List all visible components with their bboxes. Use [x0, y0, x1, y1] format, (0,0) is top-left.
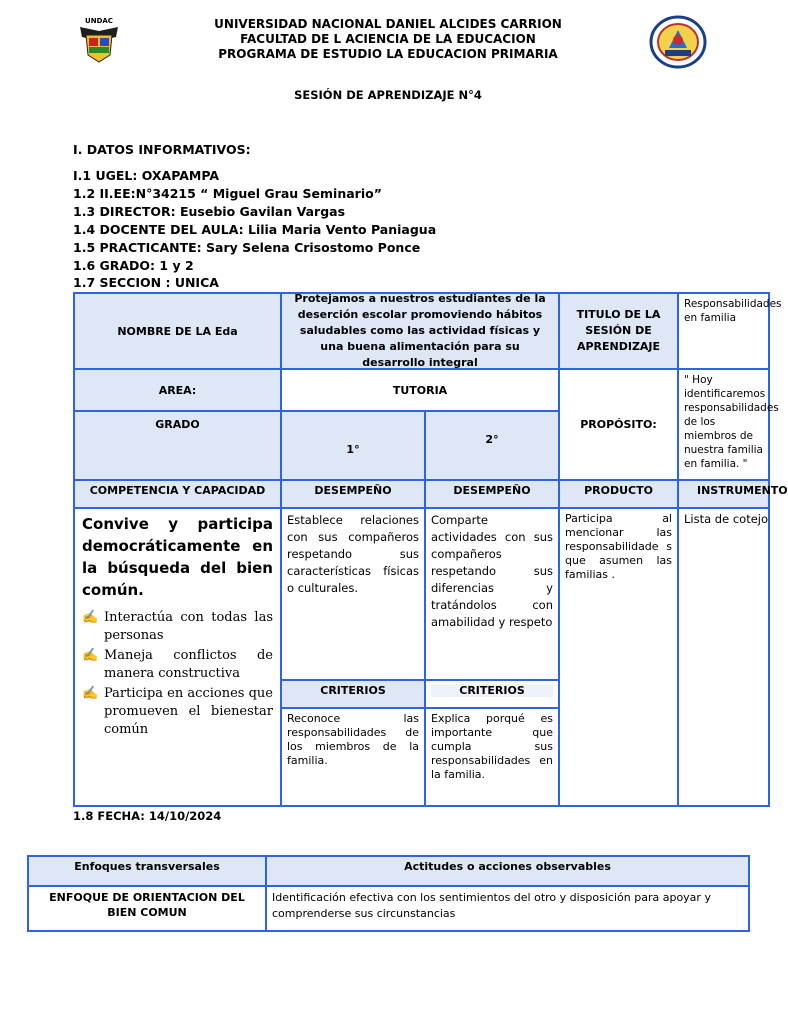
capacidad-item: ✍ Participa en acciones que promueven el bienestar común	[82, 686, 273, 737]
criterios-2-label: CRITERIOS	[431, 684, 553, 697]
logo-left-text: UNDAC	[85, 17, 113, 25]
producto-text: Participa al mencionar las responsabilidade s que asumen las familias .	[558, 507, 679, 807]
competencia-label: COMPETENCIA Y CAPACIDAD	[73, 479, 282, 509]
instrumento-label: INSTRUMENTO	[677, 479, 770, 509]
actitudes-header: Actitudes o acciones observables	[265, 855, 750, 887]
faculty-name: FACULTAD DE L ACIENCIA DE LA EDUCACION	[240, 32, 536, 46]
fecha: 1.8 FECHA: 14/10/2024	[73, 809, 222, 823]
nombre-eda-label: NOMBRE DE LA Eda	[73, 292, 282, 370]
producto-label: PRODUCTO	[558, 479, 679, 509]
enfoques-header: Enfoques transversales	[27, 855, 267, 887]
capacidad-item: ✍ Maneja conflictos de manera constructiva	[82, 648, 273, 681]
grado-1: 1°	[280, 410, 426, 481]
datos-item-seccion: 1.7 SECCION : UNICA	[73, 275, 219, 290]
instrumento-text: Lista de cotejo	[677, 507, 770, 807]
datos-item-ugel: I.1 UGEL: OXAPAMPA	[73, 168, 220, 183]
session-title: SESIÓN DE APRENDIZAJE N°4	[294, 88, 482, 102]
desempeno-1-text: Establece relaciones con sus compañeros respetando sus características físicas o culturales.	[280, 507, 426, 681]
datos-item-docente: 1.4 DOCENTE DEL AULA: Lilia Maria Vento Paniagua	[73, 222, 437, 237]
competencia-text: Convive y participa democráticamente en la búsqueda del bien común.	[82, 515, 273, 599]
area-label: AREA:	[73, 368, 282, 412]
criterios-1-label: CRITERIOS	[280, 679, 426, 709]
titulo-sesion-value: Responsabilidades en familia	[677, 292, 770, 370]
writing-hand-icon: ✍	[82, 648, 99, 663]
university-name: UNIVERSIDAD NACIONAL DANIEL ALCIDES CARRION	[214, 17, 562, 31]
criterio-1-text: Reconoce las responsabilidades de los miembros de la familia.	[280, 707, 426, 807]
datos-item-director: 1.3 DIRECTOR: Eusebio Gavilan Vargas	[73, 204, 346, 219]
titulo-sesion-label: TITULO DE LA SESIÓN DE APRENDIZAJE	[558, 292, 679, 370]
writing-hand-icon: ✍	[82, 686, 99, 701]
competencia-cell	[73, 507, 282, 807]
criterio-2-text: Explica porqué es importante que cumpla sus responsabilidades en la familia.	[424, 707, 560, 807]
program-name: PROGRAMA DE ESTUDIO LA EDUCACION PRIMARIA	[218, 47, 558, 61]
proposito-value: " Hoy identificaremos responsabilidades de los miembros de nuestra familia en familia. "	[677, 368, 770, 481]
desempeno-2-text: Comparte actividades con sus compañeros respetando sus diferencias y tratándolos con amabilidad y respeto	[424, 507, 560, 681]
datos-item-grado: 1.6 GRADO: 1 y 2	[73, 258, 194, 273]
datos-item-practicante: 1.5 PRACTICANTE: Sary Selena Crisostomo Ponce	[73, 240, 421, 255]
datos-item-iiee: 1.2 II.EE:N°34215 “ Miguel Grau Seminario”	[73, 186, 382, 201]
datos-heading: I. DATOS INFORMATIVOS:	[73, 142, 251, 157]
proposito-label: PROPÓSITO:	[558, 368, 679, 481]
undac-logo	[76, 15, 122, 63]
desempeno-1-label: DESEMPEÑO	[280, 479, 426, 509]
program-seal-logo	[649, 16, 707, 68]
nombre-eda-value: Protejamos a nuestros estudiantes de la deserción escolar promoviendo hábitos saludables como las actividad físicas y una buena alimentación para su desarrollo integral	[280, 292, 560, 370]
grado-label: GRADO	[73, 410, 282, 481]
desempeno-2-label: DESEMPEÑO	[424, 479, 560, 509]
criterios-2-cell	[424, 679, 560, 709]
enfoque-bien-comun: ENFOQUE DE ORIENTACION DEL BIEN COMUN	[27, 885, 267, 932]
area-value: TUTORIA	[280, 368, 560, 412]
writing-hand-icon: ✍	[82, 610, 99, 625]
capacidad-item: ✍ Interactúa con todas las personas	[82, 610, 273, 643]
actitudes-bien-comun: Identificación efectiva con los sentimientos del otro y disposición para apoyar y comprenderse sus circunstancias	[265, 885, 750, 932]
grado-2: 2°	[424, 410, 560, 481]
